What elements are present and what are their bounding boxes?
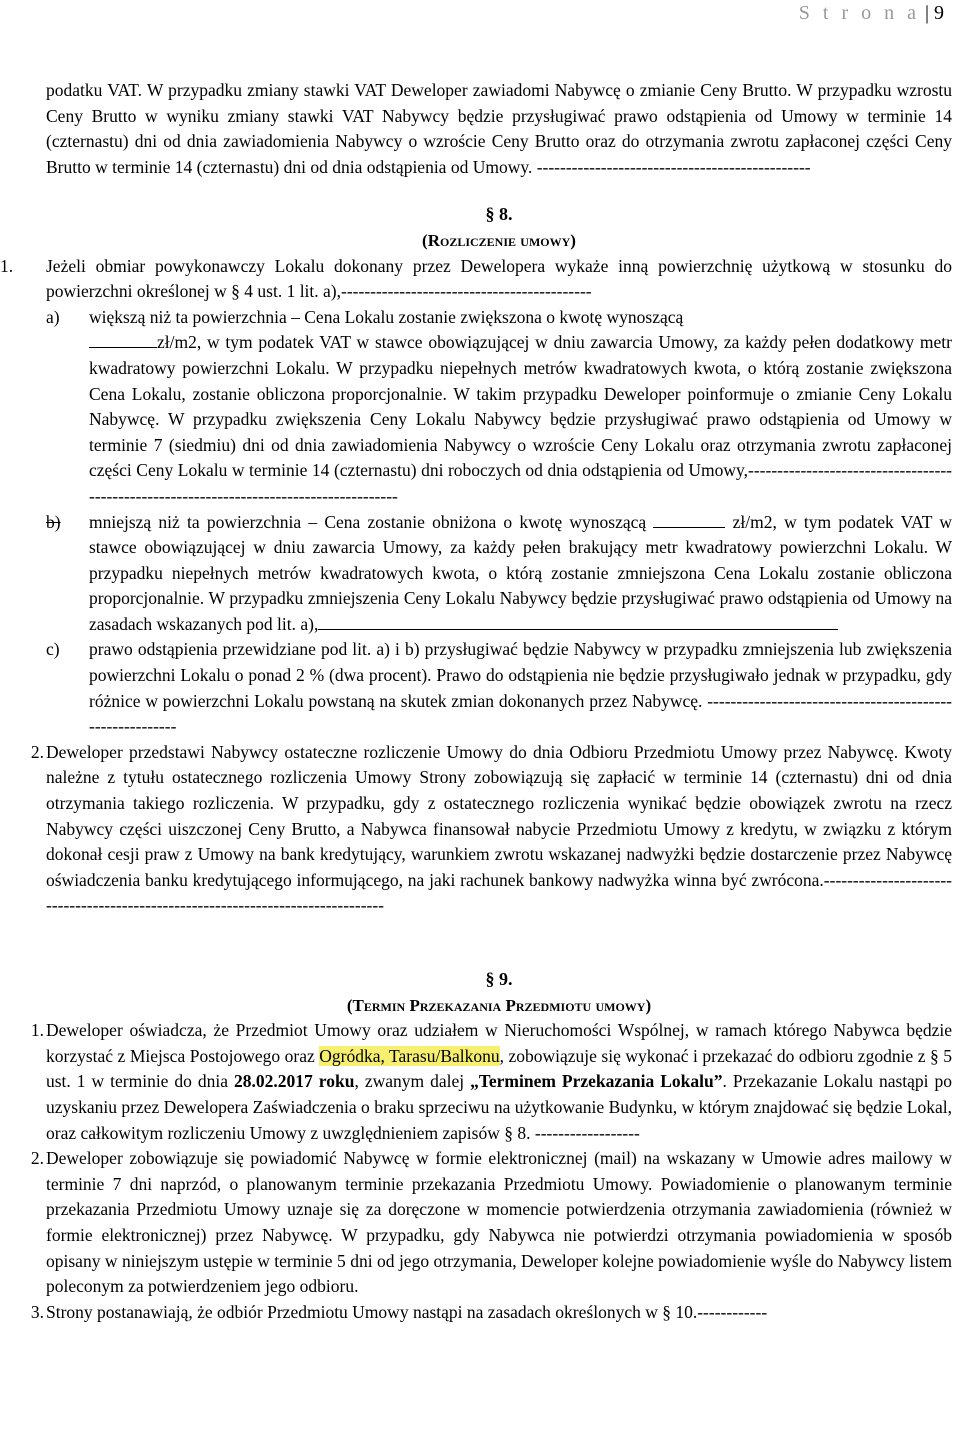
- point-text: Jeżeli obmiar powykonawczy Lokalu dokonany przez Dewelopera wykaże inną powierzchnię użytkową w stosunku do powierzchni określonej w § 4 ust. 1 lit. a),-------------------------------------------: [46, 255, 952, 302]
- point-text-c: , zwanym dalej: [354, 1071, 471, 1092]
- amount-blank-field-b: [653, 512, 725, 528]
- point-number: 3.: [30, 1301, 44, 1322]
- section-8-heading: [46, 202, 952, 228]
- title-word-3: rzedmiotu umowy: [515, 995, 646, 1015]
- section-9-title: [46, 993, 952, 1019]
- section-number: 8.: [499, 204, 513, 225]
- title-close: ): [570, 230, 576, 250]
- section-8-letter-a: [46, 305, 952, 510]
- letter-c: c): [46, 639, 60, 660]
- defined-term: „Terminem Przekazania Lokalu”: [470, 1071, 723, 1092]
- point-text: Deweloper zobowiązuje się powiadomić Nabywcę w formie elektronicznej (mail) na wskazany w Umowie adres mailowy w terminie 7 dni naprzód, o planowanym terminie przekazania Przedmiotu Umowy. Powiadomienie o planowanym terminie przekazania Przedmiotu Umowy uznaje się za doręczone w momencie potwierdzenia otrzymania zawiadomienia (również w formie elektronicznej) przez Nabywcę. W przypadku, gdy Nabywca nie potwierdzi otrzymania powiadomienia w sposób opisany w niniejszym ustępie w terminie 5 dni od jego otrzymania, Deweloper kolejne powiadomienie wyśle do Nabywcy listem poleconym za potwierdzeniem jego odbioru.: [46, 1148, 952, 1297]
- section-9-point-1: [30, 1018, 952, 1146]
- page-label: S t r o n a: [798, 2, 920, 24]
- point-text-d: . Przekazanie Lokalu nastąpi po uzyskaniu przez Dewelopera Zaświadczenia o braku sprzeciwu na użytkowanie Budynku, w którym znajdować się będzie Lokal, oraz całkowitym rozliczeniu Umowy z uwzględnieniem zapisów § 8. ------------------: [46, 1071, 952, 1143]
- section-8-point-1: [0, 254, 952, 305]
- page-header: [799, 2, 944, 25]
- title-word-1: ermin: [363, 995, 410, 1015]
- letter-c-text: prawo odstąpienia przewidziane pod lit. a) i b) przysługiwać będzie Nabywcy w przypadku zmniejszenia lub zwiększenia powierzchni Lokalu o ponad 2 % (dwa procent). Prawo do odstąpienia nie będzie przysługiwało jednak w przypadku, gdy różnice w powierzchni Lokalu powstaną na skutek zmian dokonanych przez Nabywcę. ---------------------------------------------------------: [89, 639, 952, 737]
- letter-a-text: [89, 305, 952, 510]
- letter-a-text-1: większą niż ta powierzchnia – Cena Lokalu zostanie zwiększona o kwotę wynoszącą: [89, 306, 684, 327]
- point-text: Strony postanawiają, że odbiór Przedmiotu Umowy nastąpi na zasadach określonych w § 10.------------: [46, 1301, 768, 1322]
- underline-rule: [318, 614, 838, 630]
- letter-b-text-1: mniejszą niż ta powierzchnia – Cena zostanie obniżona o kwotę wynoszącą: [89, 511, 654, 532]
- title-open: (R: [422, 230, 440, 250]
- letter-b-text-2: zł/m2, w tym podatek VAT w stawce obowiązującej w dniu zawarcia Umowy, za każdy pełen brakujący metr kwadratowy powierzchni Lokalu. W przypadku niepełnych metrów kwadratowych kwota, o którą zostanie zmniejszona Cena Lokalu zostanie obliczona proporcjonalnie. W przypadku zmniejszenia Ceny Lokalu Nabywcy będzie przysługiwać prawo odstąpienia od Umowy na zasadach wskazanych pod lit. a),: [89, 511, 952, 634]
- page-number: 9: [934, 2, 944, 24]
- title-cap-2: P: [505, 995, 516, 1015]
- highlighted-text: Ogródka, Tarasu/Balkonu: [319, 1045, 500, 1066]
- letter-b-text: [89, 510, 952, 638]
- section-9-heading: [46, 967, 952, 993]
- title-open: (T: [346, 995, 364, 1015]
- section-8-point-2: [30, 740, 952, 919]
- intro-paragraph: podatku VAT. W przypadku zmiany stawki VAT Deweloper zawiadomi Nabywcę o zmianie Ceny Brutto. W przypadku wzrostu Ceny Brutto w wyniku zmiany stawki VAT Nabywcy będzie przysługiwać prawo odstąpienia od Umowy w terminie 14 (czternastu) dni od dnia zawiadomienia Nabywcy o wzroście Ceny Brutto oraz do otrzymania zwrotu zapłaconej części Ceny Brutto w terminie 14 (czternastu) dni od dnia odstąpienia od Umowy. -----------------------------------------------: [46, 80, 952, 177]
- title-word-2: rzekazania: [419, 995, 506, 1015]
- letter-b: b): [46, 511, 61, 532]
- point-number: 2.: [30, 1148, 44, 1169]
- section-8-letter-b: [46, 510, 952, 638]
- point-number: 1.: [30, 1020, 44, 1041]
- document-body: [0, 78, 952, 1325]
- letter-a-text-2: zł/m2, w tym podatek VAT w stawce obowiązującej w dniu zawarcia Umowy, za każdy pełen dodatkowy metr kwadratowy powierzchni Lokalu. W przypadku niepełnych metrów kwadratowych kwota, o którą zostanie zwiększona Cena Lokalu, zostanie obliczona proporcjonalnie. W takim przypadku Deweloper poinformuje o zmianie Ceny Lokalu Nabywcę. W przypadku zwiększenia Ceny Lokalu Nabywcy będzie przysługiwać prawo odstąpienia od Umowy w terminie 7 (siedmiu) dni od dnia zawiadomienia Nabywcy o wzroście Ceny Lokalu oraz otrzymania zwrotu zapłaconej części Ceny Lokalu w terminie 14 (czternastu) dni roboczych od dnia odstąpienia od Umowy,----------------------------------------------------------------------------------------: [89, 332, 952, 506]
- section-number: 9.: [499, 969, 513, 989]
- title-cap-1: P: [409, 995, 420, 1015]
- section-mark: §: [485, 204, 495, 225]
- handover-date: 28.02.2017 roku: [234, 1071, 355, 1092]
- point-number: 2.: [30, 741, 44, 762]
- section-8-title: [46, 228, 952, 254]
- section-9-point-3: [30, 1300, 952, 1326]
- amount-blank-field: [89, 332, 157, 348]
- point-number: 1.: [0, 255, 14, 276]
- point-text: [46, 1018, 952, 1146]
- point-text: Deweloper przedstawi Nabywcy ostateczne rozliczenie Umowy do dnia Odbioru Przedmiotu Umowy przez Nabywcę. Kwoty należne z tytułu ostatecznego rozliczenia Umowy Strony zobowiązują się zapłacić w terminie 14 (czternastu) dni od dnia otrzymania takiego rozliczenia. W przypadku, gdy z ostatecznego rozliczenia wynikać będzie obowiązek zwrotu na rzecz Nabywcy części uiszczonej Ceny Brutto, a Nabywca finansował nabycie Przedmiotu Umowy z kredytu, w związku z którym dokonał cesji praw z Umowy na bank kredytujący, warunkiem zwrotu wskazanej nadwyżki będzie dostarczenie przez Nabywcę oświadczenia banku kredytującego informującego, na jaki rachunek bankowy nadwyżka winna być zwrócona.--------------------------------------------------------------------------------: [46, 741, 952, 916]
- title-text: ozliczenie umowy: [440, 230, 571, 250]
- section-mark: §: [485, 969, 495, 989]
- point-text-b: , zobowiązuje się wykonać i przekazać do odbioru zgodnie z § 5 ust. 1 w terminie do dnia: [46, 1045, 952, 1092]
- point-text-a: Deweloper oświadcza, że Przedmiot Umowy oraz udziałem w Nieruchomości Wspólnej, w ramach którego Nabywca będzie korzystać z Miejsca Postojowego oraz: [46, 1020, 952, 1066]
- section-9-point-2: [30, 1146, 952, 1300]
- section-8-letter-c: [46, 637, 952, 739]
- title-close: ): [645, 995, 652, 1015]
- letter-a: a): [46, 306, 60, 327]
- header-separator: |: [919, 2, 934, 24]
